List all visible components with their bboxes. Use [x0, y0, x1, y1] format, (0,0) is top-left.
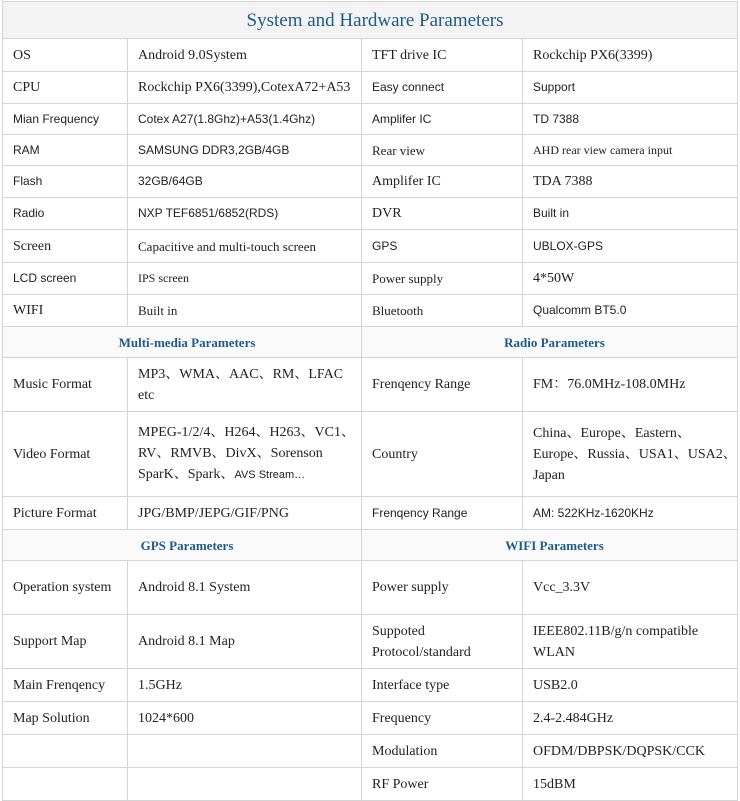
spec-value: FM：76.0MHz-108.0MHz [523, 358, 738, 412]
spec-value: MP3、WMA、AAC、RM、LFAC etc [128, 358, 362, 412]
spec-value [128, 412, 362, 497]
spec-value: Built in [128, 295, 362, 327]
table-row [3, 768, 738, 801]
spec-label: Video Format [3, 412, 128, 497]
section-heading-wifi: WIFI Parameters [362, 530, 738, 561]
table-row [3, 104, 738, 135]
spec-label: Frenqency Range [362, 497, 523, 530]
spec-label: Picture Format [3, 497, 128, 530]
spec-label: GPS [362, 230, 523, 263]
spec-value: Rockchip PX6(3399) [523, 39, 738, 72]
spec-value: Support [523, 72, 738, 104]
spec-label: Suppoted Protocol/standard [362, 615, 523, 669]
spec-value: IEEE802.11B/g/n compatible WLAN [523, 615, 738, 669]
spec-label: Modulation [362, 735, 523, 768]
spec-value: 1024*600 [128, 702, 362, 735]
spec-label: Bluetooth [362, 295, 523, 327]
table-row [3, 735, 738, 768]
spec-label: Rear view [362, 135, 523, 166]
table-row [3, 497, 738, 530]
table-row [3, 39, 738, 72]
empty-cell [128, 768, 362, 801]
spec-value: Android 8.1 Map [128, 615, 362, 669]
section-heading-gps: GPS Parameters [3, 530, 362, 561]
spec-value: TDA 7388 [523, 166, 738, 198]
section-heading-radio: Radio Parameters [362, 327, 738, 358]
table-row [3, 702, 738, 735]
table-row [3, 615, 738, 669]
spec-value: 2.4-2.484GHz [523, 702, 738, 735]
spec-value: 15dBM [523, 768, 738, 801]
spec-label: Power supply [362, 263, 523, 295]
table-row [3, 295, 738, 327]
spec-value: Qualcomm BT5.0 [523, 295, 738, 327]
table-row [3, 72, 738, 104]
table-title: System and Hardware Parameters [3, 2, 738, 39]
spec-value: USB2.0 [523, 669, 738, 702]
spec-value: Vcc_3.3V [523, 561, 738, 615]
table-row [3, 263, 738, 295]
empty-cell [3, 735, 128, 768]
spec-value: Cotex A27(1.8Ghz)+A53(1.4Ghz) [128, 104, 362, 135]
spec-label: Mian Frequency [3, 104, 128, 135]
spec-label: RAM [3, 135, 128, 166]
spec-value: 4*50W [523, 263, 738, 295]
table-row [3, 358, 738, 412]
table-row [3, 135, 738, 166]
spec-label: Map Solution [3, 702, 128, 735]
spec-label: Music Format [3, 358, 128, 412]
spec-value: Rockchip PX6(3399),CotexA72+A53 [128, 72, 362, 104]
spec-label: Screen [3, 230, 128, 263]
spec-value: 1.5GHz [128, 669, 362, 702]
spec-label: Amplifer IC [362, 166, 523, 198]
spec-value: TD 7388 [523, 104, 738, 135]
spec-label: Country [362, 412, 523, 497]
video-format-tail: AVS Stream… [234, 469, 306, 481]
table-row [3, 561, 738, 615]
table-row [3, 230, 738, 263]
spec-label: DVR [362, 198, 523, 230]
spec-value: NXP TEF6851/6852(RDS) [128, 198, 362, 230]
spec-label: Frequency [362, 702, 523, 735]
spec-label: Operation system [3, 561, 128, 615]
spec-value: SAMSUNG DDR3,2GB/4GB [128, 135, 362, 166]
video-format-text: MPEG-1/2/4、H264、H263、VC1、RV、RMVB、DivX、Sorenson SparK、Spark、 [138, 425, 356, 482]
spec-value: Built in [523, 198, 738, 230]
table-row [3, 412, 738, 497]
spec-label: Interface type [362, 669, 523, 702]
spec-value: OFDM/DBPSK/DQPSK/CCK [523, 735, 738, 768]
spec-label: WIFI [3, 295, 128, 327]
spec-value: UBLOX-GPS [523, 230, 738, 263]
spec-label: Support Map [3, 615, 128, 669]
table-row [3, 198, 738, 230]
spec-label: RF Power [362, 768, 523, 801]
spec-label: Flash [3, 166, 128, 198]
spec-label: LCD screen [3, 263, 128, 295]
spec-label: Power supply [362, 561, 523, 615]
spec-label: TFT drive IC [362, 39, 523, 72]
spec-label: Main Frenqency [3, 669, 128, 702]
empty-cell [3, 768, 128, 801]
spec-value: IPS screen [128, 263, 362, 295]
spec-value: 32GB/64GB [128, 166, 362, 198]
spec-table [2, 1, 738, 801]
section-heading-multimedia: Multi-media Parameters [3, 327, 362, 358]
spec-value: JPG/BMP/JEPG/GIF/PNG [128, 497, 362, 530]
spec-label: OS [3, 39, 128, 72]
spec-value: Android 8.1 System [128, 561, 362, 615]
spec-value: China、Europe、Eastern、Europe、Russia、USA1、USA2、Japan [523, 412, 738, 497]
table-row [3, 166, 738, 198]
spec-value: Android 9.0System [128, 39, 362, 72]
spec-value: AHD rear view camera input [523, 135, 738, 166]
spec-label: Radio [3, 198, 128, 230]
empty-cell [128, 735, 362, 768]
spec-value: AM: 522KHz-1620KHz [523, 497, 738, 530]
spec-label: CPU [3, 72, 128, 104]
spec-label: Amplifer IC [362, 104, 523, 135]
spec-label: Frenqency Range [362, 358, 523, 412]
table-row [3, 669, 738, 702]
spec-value: Capacitive and multi-touch screen [128, 230, 362, 263]
spec-label: Easy connect [362, 72, 523, 104]
